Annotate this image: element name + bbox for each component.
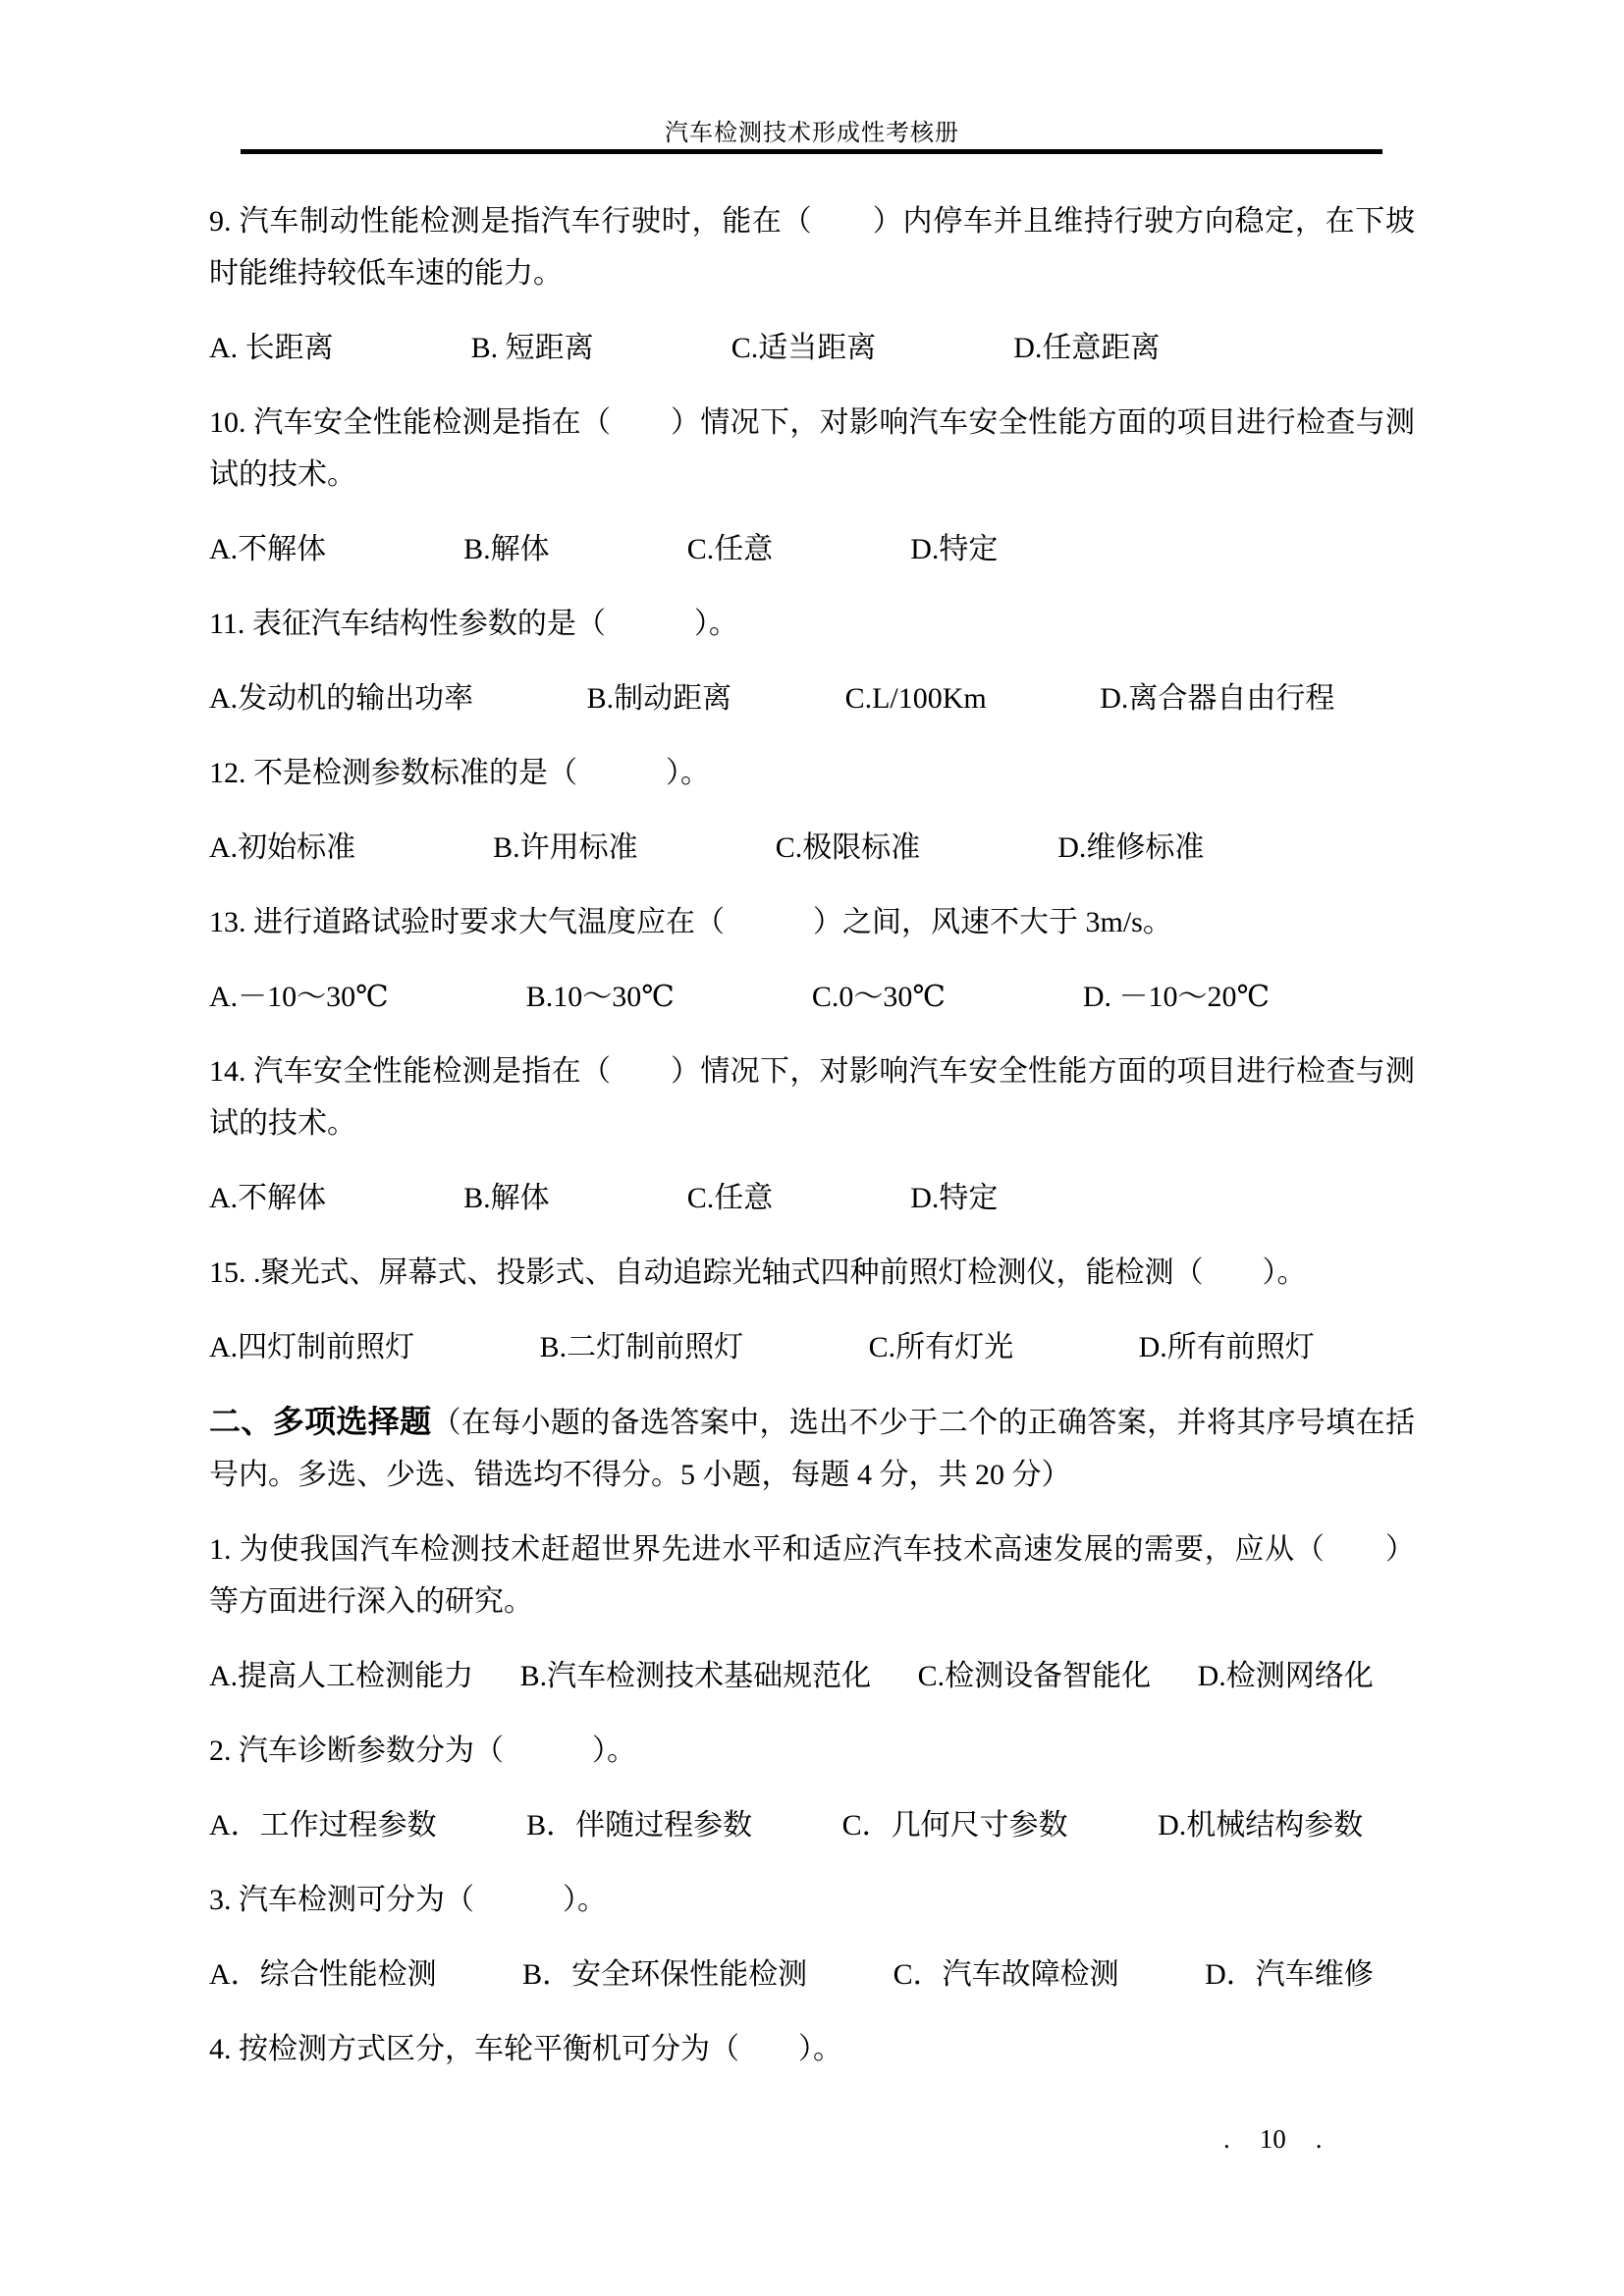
footer-dot-left: . bbox=[1223, 2124, 1230, 2154]
option: C.0～30℃ bbox=[811, 981, 946, 1013]
option: B．伴随过程参数 bbox=[526, 1809, 753, 1842]
page-footer bbox=[1223, 2122, 1323, 2156]
option: B.许用标准 bbox=[493, 831, 638, 864]
option: C．汽车故障检测 bbox=[893, 1958, 1119, 1991]
header-rule bbox=[241, 149, 1382, 154]
option: D.离合器自由行程 bbox=[1100, 682, 1335, 715]
section-heading-note: （在每小题的备选答案中，选出不少于二个的正确答案，并将其序号填在括号内。多选、少选、错选均不得分。5 小题，每题 4 分，共 20 分） bbox=[209, 1407, 1415, 1491]
option: D.检测网络化 bbox=[1197, 1660, 1374, 1692]
option: A.提高人工检测能力 bbox=[209, 1660, 474, 1692]
section-heading bbox=[209, 1396, 1415, 1501]
option: A．工作过程参数 bbox=[209, 1809, 437, 1842]
option: C.适当距离 bbox=[731, 332, 877, 364]
option: A.不解体 bbox=[209, 1182, 327, 1214]
option: B.汽车检测技术基础规范化 bbox=[519, 1660, 872, 1692]
option: D.机械结构参数 bbox=[1158, 1809, 1364, 1842]
page-number: 10 bbox=[1259, 2124, 1286, 2154]
option: C.检测设备智能化 bbox=[917, 1660, 1152, 1692]
option: B.制动距离 bbox=[586, 682, 732, 715]
option: D.特定 bbox=[910, 1182, 999, 1214]
question-text: 13. 进行道路试验时要求大气温度应在（ ）之间，风速不大于 3m/s。 bbox=[209, 906, 1172, 938]
section-heading-title: 二、多项选择题 bbox=[209, 1404, 432, 1439]
options-row bbox=[209, 672, 1415, 724]
option: C．几何尺寸参数 bbox=[841, 1809, 1068, 1842]
question-text: 10. 汽车安全性能检测是指在（ ）情况下，对影响汽车安全性能方面的项目进行检查与测试的技术。 bbox=[209, 406, 1415, 491]
option: B．安全环保性能检测 bbox=[522, 1958, 808, 1991]
option: A.－10～30℃ bbox=[209, 981, 389, 1013]
question-text: 3. 汽车检测可分为（ ）。 bbox=[209, 1884, 607, 1916]
options-row bbox=[209, 1949, 1415, 2001]
option: D.维修标准 bbox=[1057, 831, 1205, 864]
option: D.任意距离 bbox=[1013, 332, 1161, 364]
question-text: 2. 汽车诊断参数分为（ ）。 bbox=[209, 1735, 636, 1767]
document-content bbox=[209, 195, 1415, 2098]
question-text: 12. 不是检测参数标准的是（ ）。 bbox=[209, 757, 710, 789]
option: A．综合性能检测 bbox=[209, 1958, 437, 1991]
option: B.解体 bbox=[463, 533, 550, 565]
option: A. 长距离 bbox=[209, 332, 334, 364]
option: D. －10～20℃ bbox=[1082, 981, 1271, 1013]
options-row bbox=[209, 1172, 1415, 1224]
question-text: 11. 表征汽车结构性参数的是（ ）。 bbox=[209, 608, 738, 640]
option: D．汽车维修 bbox=[1205, 1958, 1374, 1991]
option: C.任意 bbox=[686, 533, 774, 565]
option: B. 短距离 bbox=[470, 332, 594, 364]
options-row bbox=[209, 1321, 1415, 1373]
option: A.不解体 bbox=[209, 533, 327, 565]
options-row bbox=[209, 822, 1415, 874]
question-text: 15. .聚光式、屏幕式、投影式、自动追踪光轴式四种前照灯检测仪，能检测（ ）。 bbox=[209, 1256, 1307, 1289]
option: B.解体 bbox=[463, 1182, 550, 1214]
question-text: 9. 汽车制动性能检测是指汽车行驶时，能在（ ）内停车并且维持行驶方向稳定，在下坡时能维持较低车速的能力。 bbox=[209, 205, 1415, 290]
option: D.特定 bbox=[910, 533, 999, 565]
option: C.L/100Km bbox=[844, 682, 987, 715]
option: B.10～30℃ bbox=[525, 981, 675, 1013]
options-row bbox=[209, 1650, 1415, 1702]
option: C.所有灯光 bbox=[868, 1331, 1014, 1363]
option: B.二灯制前照灯 bbox=[539, 1331, 744, 1363]
options-row bbox=[209, 523, 1415, 575]
options-row bbox=[209, 1799, 1415, 1851]
option: D.所有前照灯 bbox=[1138, 1331, 1315, 1363]
option: A.发动机的输出功率 bbox=[209, 682, 474, 715]
option: A.初始标准 bbox=[209, 831, 356, 864]
footer-dot-right: . bbox=[1315, 2124, 1323, 2154]
question-text: 1. 为使我国汽车检测技术赶超世界先进水平和适应汽车技术高速发展的需要，应从（ ）等方面进行深入的研究。 bbox=[209, 1533, 1415, 1618]
option: C.极限标准 bbox=[775, 831, 921, 864]
option: A.四灯制前照灯 bbox=[209, 1331, 415, 1363]
option: C.任意 bbox=[686, 1182, 774, 1214]
header-title: 汽车检测技术形成性考核册 bbox=[665, 121, 959, 146]
question-text: 14. 汽车安全性能检测是指在（ ）情况下，对影响汽车安全性能方面的项目进行检查与测试的技术。 bbox=[209, 1055, 1415, 1140]
options-row bbox=[209, 971, 1415, 1023]
question-text: 4. 按检测方式区分，车轮平衡机可分为（ ）。 bbox=[209, 2033, 842, 2065]
options-row bbox=[209, 322, 1415, 374]
